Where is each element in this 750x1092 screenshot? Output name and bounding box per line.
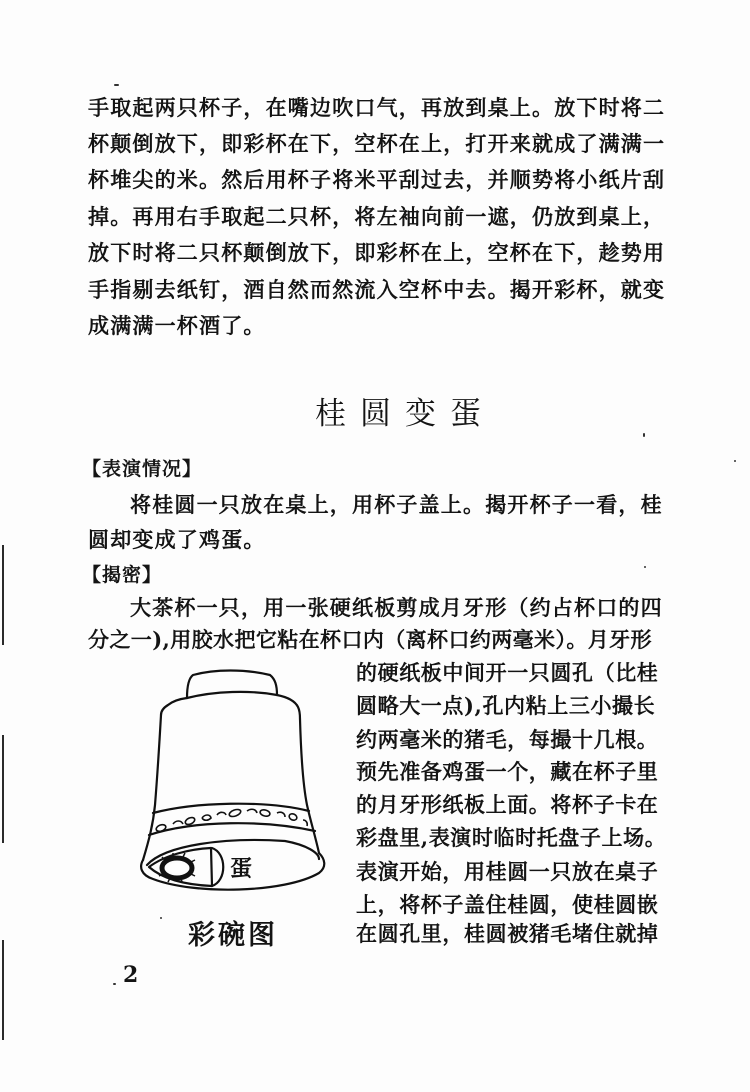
text-line: 预先准备鸡蛋一个，藏在杯子里 bbox=[356, 759, 659, 784]
bowl-illustration bbox=[135, 655, 350, 905]
text-line: 成满满一杯酒了。 bbox=[88, 313, 266, 338]
scan-edge-line bbox=[2, 735, 4, 843]
text-line: 表演开始，用桂圆一只放在桌子 bbox=[356, 859, 659, 884]
scan-edge-line bbox=[2, 545, 4, 645]
text-line: 的硬纸板中间开一只圆孔（比桂 bbox=[356, 660, 659, 685]
secret-heading: 【揭密】 bbox=[82, 564, 163, 586]
section-title: 桂圆变蛋 bbox=[315, 396, 495, 432]
text-line: 将桂圆一只放在桌上，用杯子盖上。揭开杯子一看，桂 bbox=[130, 492, 663, 517]
text-line: 在圆孔里，桂圆被猪毛堵住就掉 bbox=[356, 921, 659, 946]
scan-speck bbox=[734, 460, 736, 462]
scan-speck bbox=[643, 433, 645, 437]
page-number: 2 bbox=[123, 962, 139, 988]
text-line: 杯堆尖的米。然后用杯子将米平刮过去，并顺势将小纸片刮 bbox=[88, 167, 666, 192]
egg-label: 蛋 bbox=[230, 857, 253, 882]
text-line: 分之一),用胶水把它粘在杯口内（离杯口约两毫米）。月牙形 bbox=[88, 627, 652, 652]
text-line: 圆略大一点),孔内粘上三小撮长 bbox=[356, 693, 656, 718]
scan-speck bbox=[160, 917, 162, 919]
scan-speck bbox=[114, 84, 119, 86]
text-line: 杯颠倒放下，即彩杯在下，空杯在上，打开来就成了满满一 bbox=[88, 131, 666, 156]
text-line: 的月牙形纸板上面。将杯子卡在 bbox=[356, 792, 659, 817]
text-line: 放下时将二只杯颠倒放下，即彩杯在上，空杯在下，趁势用 bbox=[88, 240, 666, 265]
text-line: 手取起两只杯子，在嘴边吹口气，再放到桌上。放下时将二 bbox=[88, 95, 666, 120]
bowl-drawing-icon bbox=[135, 655, 350, 905]
text-line: 手指剔去纸钉，酒自然而然流入空杯中去。揭开彩杯，就变 bbox=[88, 277, 666, 302]
text-line: 大茶杯一只，用一张硬纸板剪成月牙形（约占杯口的四 bbox=[130, 595, 663, 620]
performance-heading: 【表演情况】 bbox=[82, 458, 203, 480]
text-line: 掉。再用右手取起二只杯，将左袖向前一遮，仍放到桌上， bbox=[88, 204, 666, 229]
figure-caption: 彩碗图 bbox=[188, 920, 278, 951]
scan-speck bbox=[113, 983, 116, 985]
scan-edge-line bbox=[2, 940, 4, 1040]
text-line: 上，将杯子盖住桂圆，使桂圆嵌 bbox=[356, 892, 659, 917]
text-line: 彩盘里,表演时临时托盘子上场。 bbox=[356, 825, 667, 850]
scan-speck bbox=[644, 566, 646, 568]
text-line: 圆却变成了鸡蛋。 bbox=[88, 527, 266, 552]
text-line: 约两毫米的猪毛，每撮十几根。 bbox=[356, 727, 659, 752]
